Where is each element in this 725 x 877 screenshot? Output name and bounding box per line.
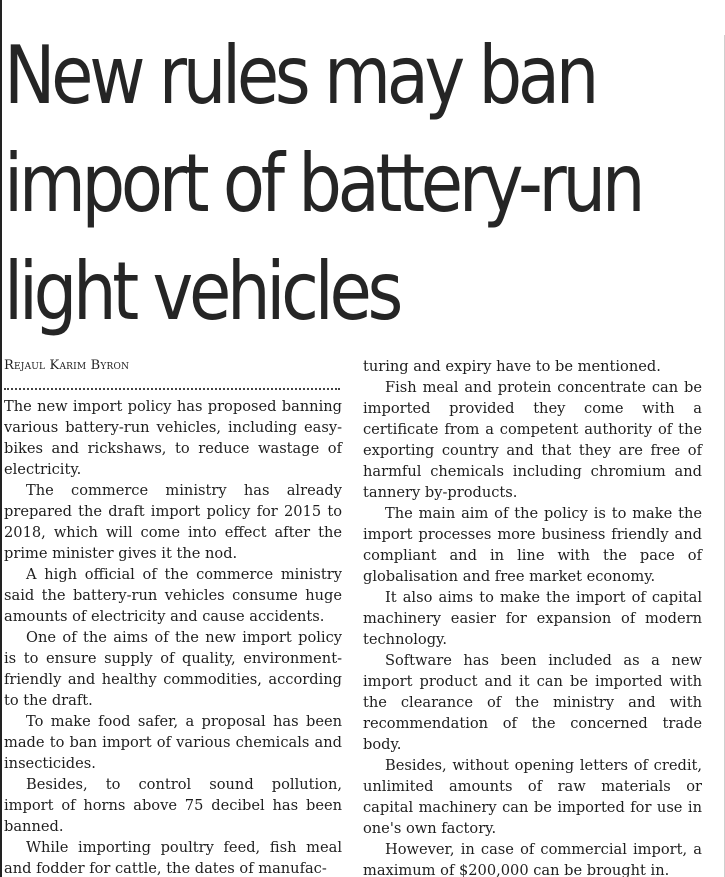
byline-dotted-rule xyxy=(4,376,340,390)
paragraph-continuation: turing and expiry have to be mentioned. xyxy=(363,358,661,375)
paragraph: However, in case of commercial import, a maximum of $200,000 can be brought in. xyxy=(363,841,702,877)
paragraph: A high official of the commerce ministry said the battery-run vehicles consume huge amounts of electricity and cause accidents. xyxy=(4,566,342,625)
paragraph: While importing poultry feed, fish meal and fodder for cattle, the dates of manufac- xyxy=(4,839,342,877)
byline: Rejaul Karim Byron xyxy=(4,358,130,373)
headline-line-2: import of battery-run xyxy=(4,137,642,230)
paragraph: One of the aims of the new import policy is to ensure supply of quality, environment-friendly and healthy commodities, according to the draft. xyxy=(4,629,342,709)
paragraph: To make food safer, a proposal has been made to ban import of various chemicals and insecticides. xyxy=(4,713,342,772)
left-border-rule xyxy=(0,0,2,877)
headline-line-1: New rules may ban xyxy=(4,29,596,122)
paragraph: The main aim of the policy is to make the import processes more business friendly and compliant and in line with the pace of globalisation and free market economy. xyxy=(363,505,702,585)
headline-line-3: light vehicles xyxy=(4,245,400,338)
paragraph: The commerce ministry has already prepared the draft import policy for 2015 to 2018, which will come into effect after the prime minister gives it the nod. xyxy=(4,482,342,562)
article-column-right xyxy=(363,356,702,877)
paragraph: Software has been included as a new import product and it can be imported with the clearance of the ministry and with recommendation of the concerned trade body. xyxy=(363,652,702,753)
paragraph: Fish meal and protein concentrate can be imported provided they come with a certificate from a competent authority of the exporting country and that they are free of harmful chemicals including chromium and tannery by-products. xyxy=(363,379,702,501)
paragraph: The new import policy has proposed banning various battery-run vehicles, including easy-bikes and rickshaws, to reduce wastage of electricity. xyxy=(4,398,342,478)
article-column-left xyxy=(4,356,342,877)
headline xyxy=(4,22,642,346)
paragraph: It also aims to make the import of capital machinery easier for expansion of modern technology. xyxy=(363,589,702,648)
paragraph: Besides, without opening letters of credit, unlimited amounts of raw materials or capital machinery can be imported for use in one's own factory. xyxy=(363,757,702,837)
paragraph: Besides, to control sound pollution, import of horns above 75 decibel has been banned. xyxy=(4,776,342,835)
